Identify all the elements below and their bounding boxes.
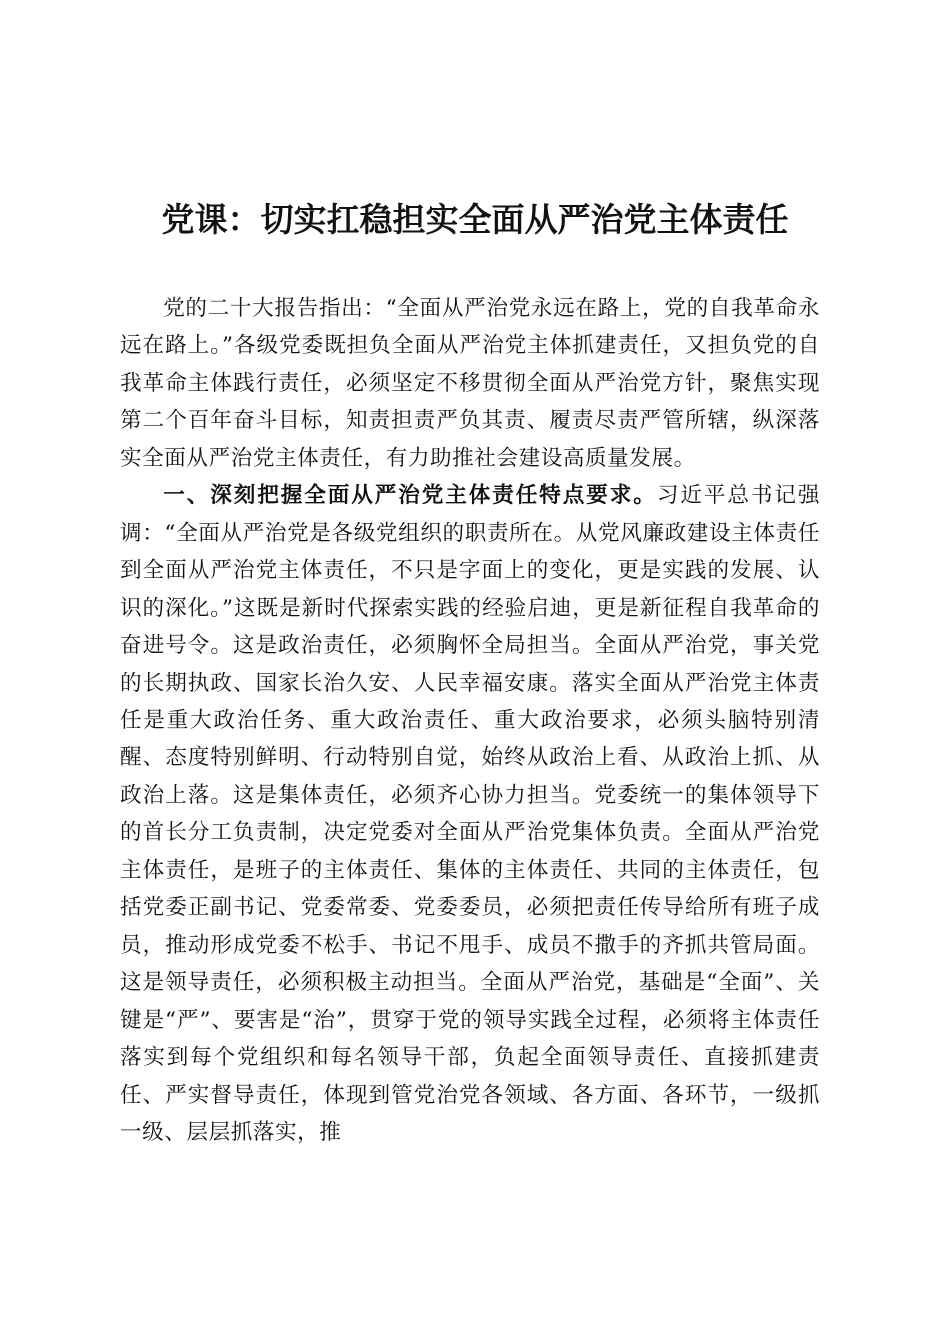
section-one-paragraph: [120, 477, 820, 1151]
document-title: 党课：切实扛稳担实全面从严治党主体责任: [161, 200, 789, 239]
intro-paragraph-text: 党的二十大报告指出：“全面从严治党永远在路上，党的自我革命永远在路上。”各级党委既担负全面从严治党主体抓建责任，又担负党的自我革命主体践行责任，必须坚定不移贯彻全面从严治党方针，聚焦实现第二个百年奋斗目标，知责担责严负其责、履责尽责严管所辖，纵深落实全面从严治党主体责任，有力助推社会建设高质量发展。: [120, 296, 820, 471]
section-one-text: 习近平总书记强调：“全面从严治党是各级党组织的职责所在。从党风廉政建设主体责任到全面从严治党主体责任，不只是字面上的变化，更是实践的发展、认识的深化。”这既是新时代探索实践的经验启迪，更是新征程自我革命的奋进号令。这是政治责任，必须胸怀全局担当。全面从严治党，事关党的长期执政、国家长治久安、人民幸福安康。落实全面从严治党主体责任是重大政治任务、重大政治责任、重大政治要求，必须头脑特别清醒、态度特别鲜明、行动特别自觉，始终从政治上看、从政治上抓、从政治上落。这是集体责任，必须齐心协力担当。党委统一的集体领导下的首长分工负责制，决定党委对全面从严治党集体负责。全面从严治党主体责任，是班子的主体责任、集体的主体责任、共同的主体责任，包括党委正副书记、党委常委、党委委员，必须把责任传导给所有班子成员，推动形成党委不松手、书记不甩手、成员不撒手的齐抓共管局面。这是领导责任，必须积极主动担当。全面从严治党，基础是“全面”、关键是“严”、要害是“治”，贯穿于党的领导实践全过程，必须将主体责任落实到每个党组织和每名领导干部，负起全面领导责任、直接抓建责任、严实督导责任，体现到管党治党各领域、各方面、各环节，一级抓一级、层层抓落实，推: [120, 483, 820, 1145]
section-one-heading: 一、深刻把握全面从严治党主体责任特点要求。: [163, 483, 657, 509]
intro-paragraph: [120, 290, 820, 477]
document-body: [120, 290, 820, 1151]
